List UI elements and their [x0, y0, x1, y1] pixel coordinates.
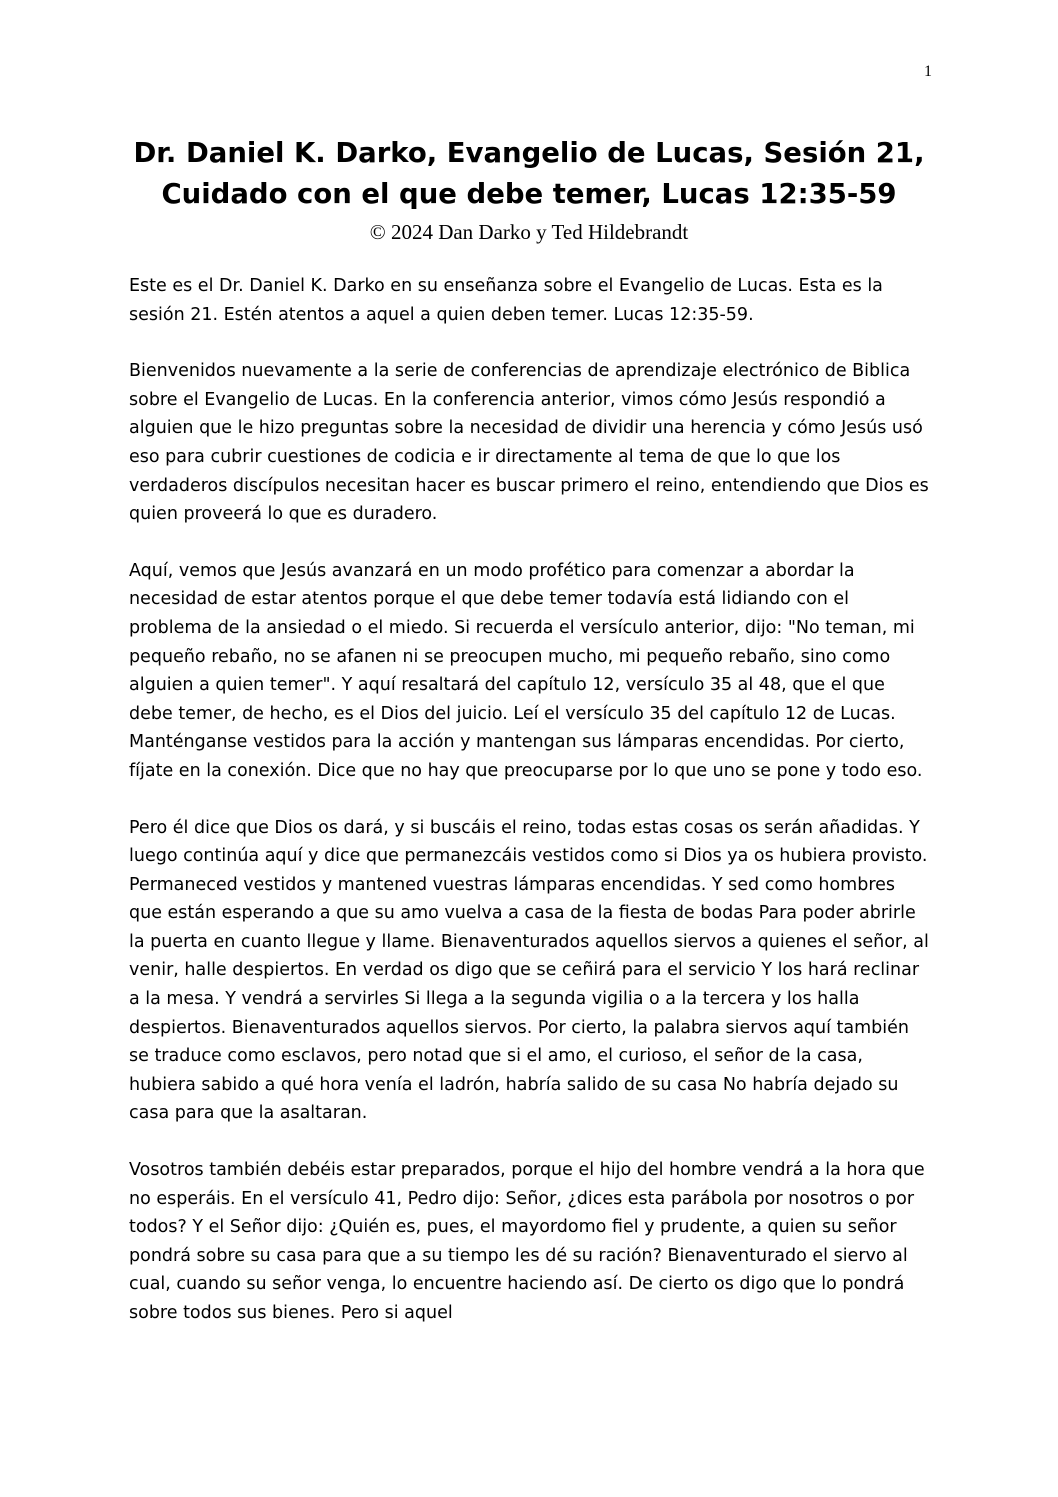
copyright-line: © 2024 Dan Darko y Ted Hildebrandt: [369, 220, 689, 244]
paragraph-4: Pero él dice que Dios os dará, y si buscáis el reino, todas estas cosas os serán añadidas. Y luego continúa aquí y dice que permanezcáis vestidos como si Dios ya os hubiera provisto. Permaneced vestidos y mantened vuestras lámparas encendidas. Y sed como hombres que están esperando a que su amo vuelva a casa de la fiesta de bodas Para poder abrirle la puerta en cuanto llegue y llame. Bienaventurados aquellos siervos a quienes el señor, al venir, halle despiertos. En verdad os digo que se ceñirá para el servicio Y los hará reclinar a la mesa. Y vendrá a servirles Si llega a la segunda vigilia o a la tercera y los halla despiertos. Bienaventurados aquellos siervos. Por cierto, la palabra siervos aquí también se traduce como esclavos, pero notad que si el amo, el curioso, el señor de la casa, hubiera sabido a qué hora venía el ladrón, habría salido de su casa No habría dejado su casa para que la asaltaran.: [129, 817, 929, 1124]
document-title: [100, 133, 958, 215]
paragraph-3: Aquí, vemos que Jesús avanzará en un modo profético para comenzar a abordar la necesidad de estar atentos porque el que debe temer todavía está lidiando con el problema de la ansiedad o el miedo. Si recuerda el versículo anterior, dijo: "No teman, mi pequeño rebaño, no se afanen ni se preocupen mucho, mi pequeño rebaño, sino como alguien a quien temer". Y aquí resaltará del capítulo 12, versículo 35 al 48, que el que debe temer, de hecho, es el Dios del juicio. Leí el versículo 35 del capítulo 12 de Lucas. Manténganse vestidos para la acción y mantengan sus lámparas encendidas. Por cierto, fíjate en la conexión. Dice que no hay que preocuparse por lo que uno se pone y todo eso.: [129, 560, 923, 781]
paragraph-5: Vosotros también debéis estar preparados, porque el hijo del hombre vendrá a la hora que no esperáis. En el versículo 41, Pedro dijo: Señor, ¿dices esta parábola por nosotros o por todos? Y el Señor dijo: ¿Quién es, pues, el mayordomo fiel y prudente, a quien su señor pondrá sobre su casa para que a su tiempo les dé su ración? Bienaventurado el siervo al cual, cuando su señor venga, lo encuentre haciendo así. De cierto os digo que lo pondrá sobre todos sus bienes. Pero si aquel: [129, 1160, 925, 1323]
paragraph-1: Este es el Dr. Daniel K. Darko en su enseñanza sobre el Evangelio de Lucas. Esta es la sesión 21. Estén atentos a aquel a quien deben temer. Lucas 12:35-59.: [129, 276, 883, 325]
title-line-1: Dr. Daniel K. Darko, Evangelio de Lucas, Sesión 21,: [133, 137, 925, 169]
paragraph-2: Bienvenidos nuevamente a la serie de conferencias de aprendizaje electrónico de Biblica sobre el Evangelio de Lucas. En la conferencia anterior, vimos cómo Jesús respondió a alguien que le hizo preguntas sobre la necesidad de dividir una herencia y cómo Jesús usó eso para cubrir cuestiones de codicia e ir directamente al tema de que lo que los verdaderos discípulos necesitan hacer es buscar primero el reino, entendiendo que Dios es quien proveerá lo que es duradero.: [129, 361, 929, 525]
document-body: [129, 272, 929, 1356]
page-number: 1: [924, 63, 932, 80]
title-line-2: Cuidado con el que debe temer, Lucas 12:35-59: [161, 178, 897, 210]
